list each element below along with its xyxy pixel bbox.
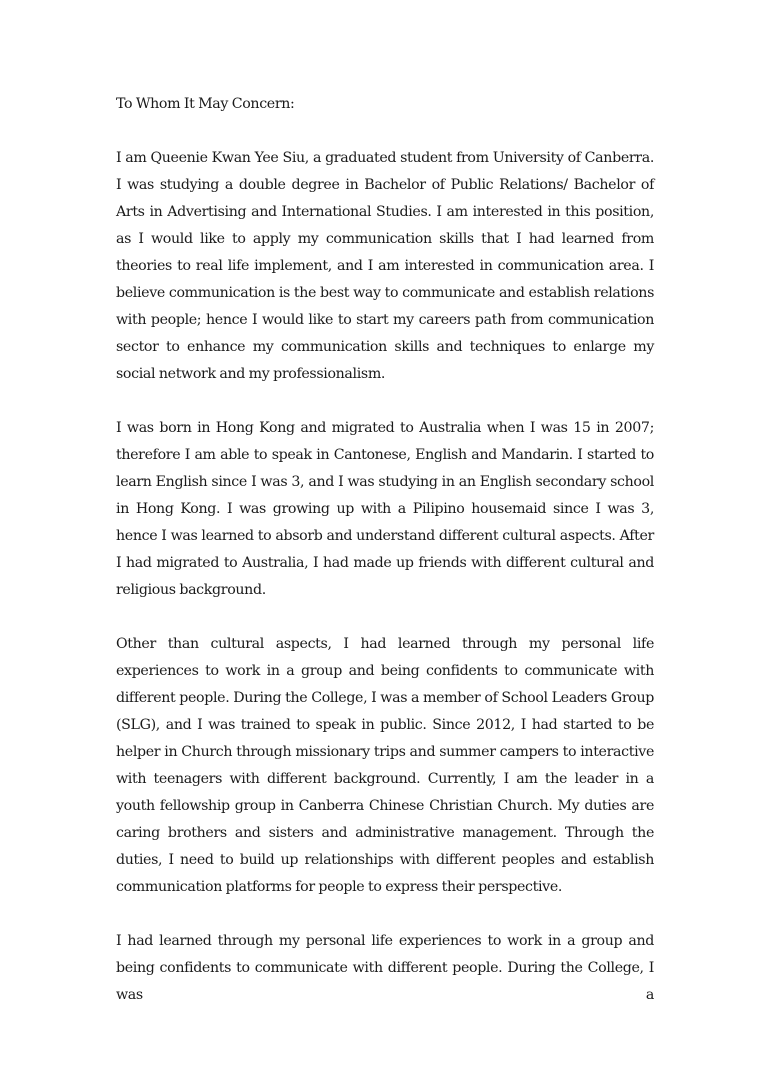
paragraph-experience: Other than cultural aspects, I had learned through my personal life experiences to work in a group and being confidents to communicate with different people. During the College, I was a member of School Leaders Group (SLG), and I was trained to speak in public. Since 2012, I had started to be helper in Church through missionary trips and summer campers to interactive with teenagers with different background. Currently, I am the leader in a youth fellowship group in Canberra Chinese Christian Church. My duties are caring brothers and sisters and administrative management. Through the duties, I need to build up relationships with different peoples and establish communication platforms for people to express their perspective. xyxy=(116,636,654,895)
paragraph-background: I was born in Hong Kong and migrated to Australia when I was 15 in 2007; therefore I am able to speak in Cantonese, English and Mandarin. I started to learn English since I was 3, and I was studying in an English secondary school in Hong Kong. I was growing up with a Pilipino housemaid since I was 3, hence I was learned to absorb and understand different cultural aspects. After I had migrated to Australia, I had made up friends with different cultural and religious background. xyxy=(116,420,654,598)
paragraph-introduction: I am Queenie Kwan Yee Siu, a graduated student from University of Canberra. I was studying a double degree in Bachelor of Public Relations/ Bachelor of Arts in Advertising and International Studies. I am interested in this position, as I would like to apply my communication skills that I had learned from theories to real life implement, and I am interested in communication area. I believe communication is the best way to communicate and establish relations with people; hence I would like to start my careers path from communication sector to enhance my communication skills and techniques to enlarge my social network and my professionalism. xyxy=(116,150,654,382)
letter-body xyxy=(116,91,654,1009)
salutation: To Whom It May Concern: xyxy=(116,96,295,112)
paragraph-continued: I had learned through my personal life experiences to work in a group and being confidents to communicate with different people. During the College, I was a xyxy=(116,933,654,1003)
